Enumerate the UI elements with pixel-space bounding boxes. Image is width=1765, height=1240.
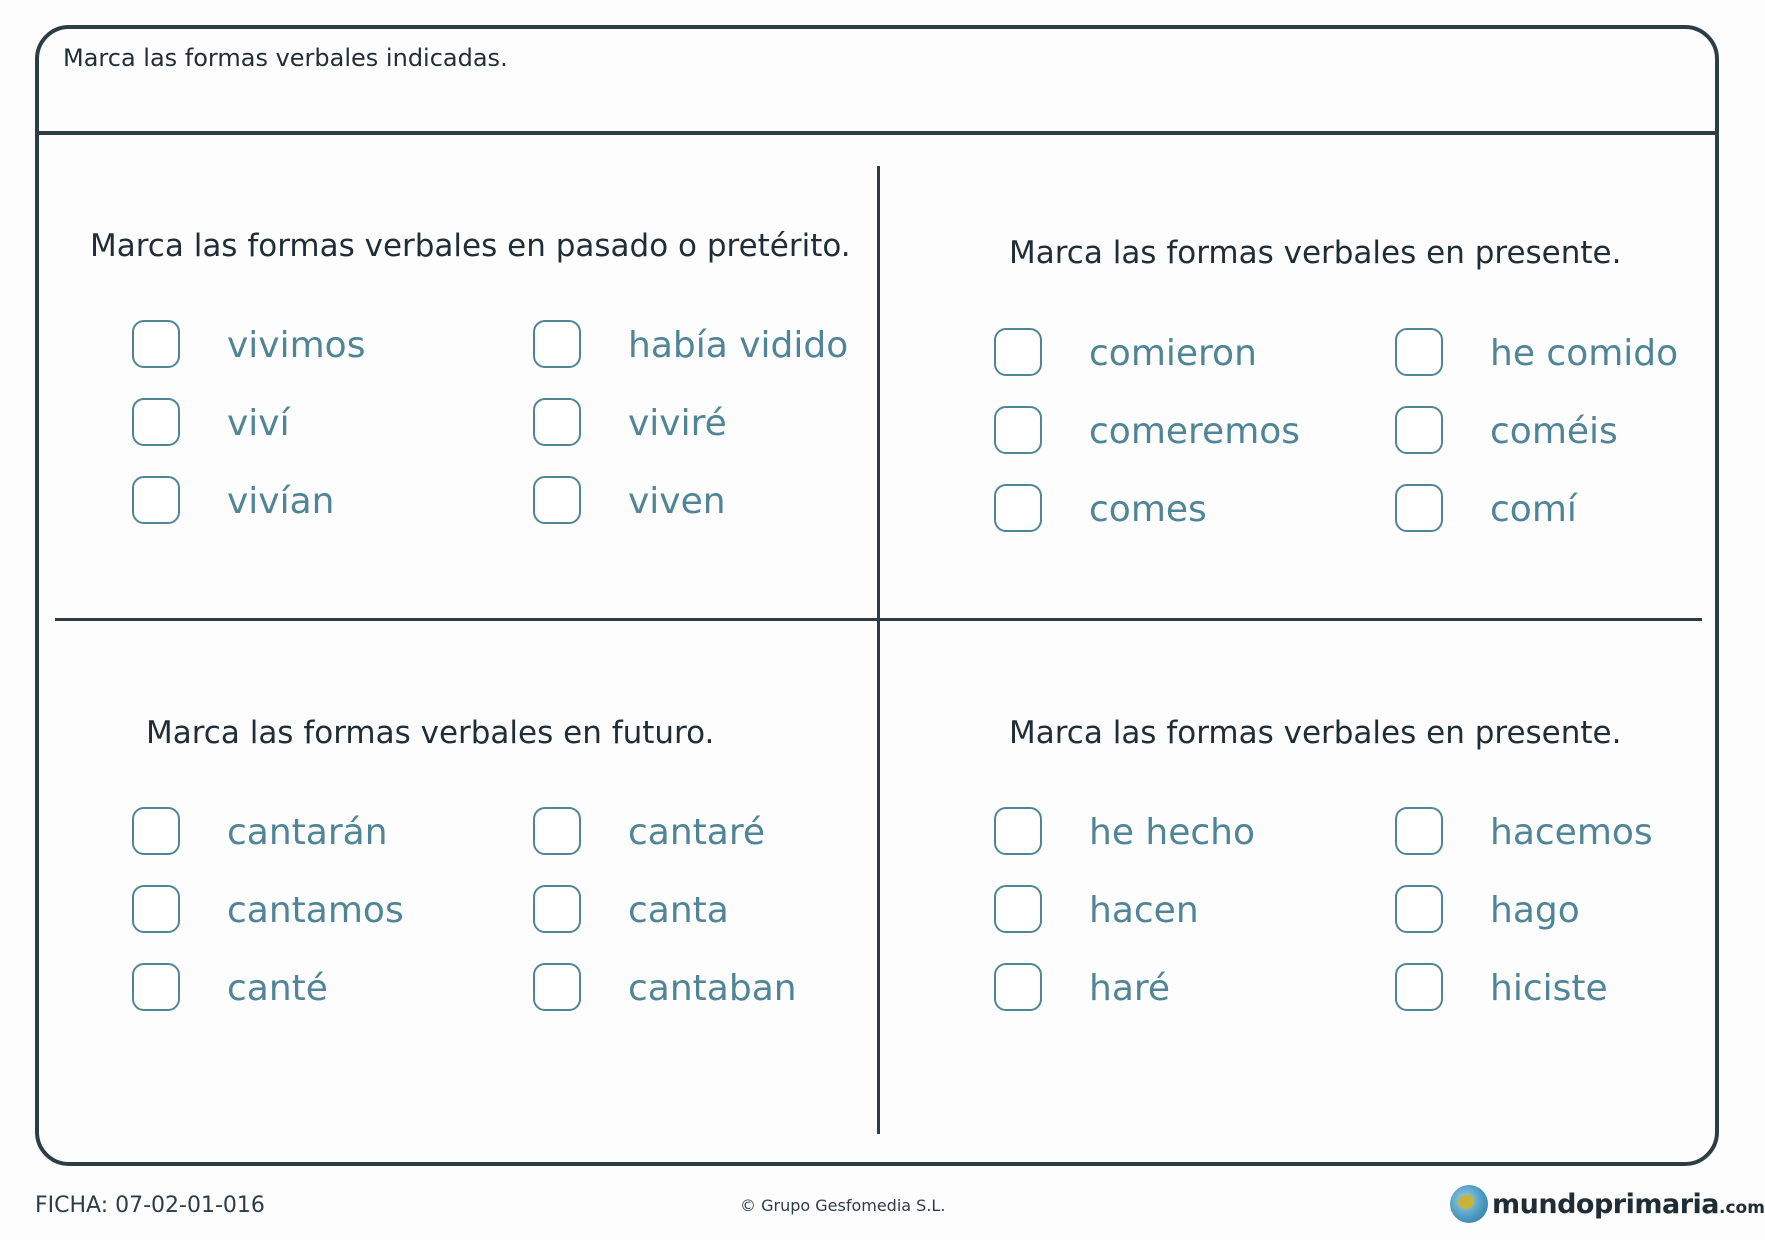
checkbox-hacemos[interactable] <box>1395 807 1443 855</box>
checkbox-vivi[interactable] <box>132 398 180 446</box>
option-label: viviré <box>628 403 727 444</box>
section-3-title: Marca las formas verbales en futuro. <box>146 715 715 751</box>
section-1-title: Marca las formas verbales en pasado o pretérito. <box>90 228 851 264</box>
brand-name: mundoprimaria <box>1492 1188 1719 1220</box>
checkbox-vivimos[interactable] <box>132 320 180 368</box>
brand-tld: .com <box>1719 1198 1765 1218</box>
checkbox-vivire[interactable] <box>533 398 581 446</box>
checkbox-he-comido[interactable] <box>1395 328 1443 376</box>
option-label: había vidido <box>628 325 849 366</box>
vertical-divider <box>877 166 880 1134</box>
option-label: viví <box>227 403 290 444</box>
checkbox-he-hecho[interactable] <box>994 807 1042 855</box>
checkbox-comeis[interactable] <box>1395 406 1443 454</box>
option-label: canta <box>628 890 729 931</box>
option-label: comeremos <box>1089 411 1301 452</box>
option-label: hago <box>1490 890 1580 931</box>
checkbox-comes[interactable] <box>994 484 1042 532</box>
option-label: comes <box>1089 489 1207 530</box>
checkbox-cante[interactable] <box>132 963 180 1011</box>
option-label: vivían <box>227 481 335 522</box>
globe-icon <box>1450 1185 1488 1223</box>
horizontal-divider <box>55 618 1702 621</box>
header-divider <box>37 131 1717 135</box>
checkbox-hacen[interactable] <box>994 885 1042 933</box>
checkbox-hago[interactable] <box>1395 885 1443 933</box>
option-label: cantaré <box>628 812 766 853</box>
option-label: viven <box>628 481 726 522</box>
brand-logo[interactable] <box>1450 1185 1765 1223</box>
page-instruction: Marca las formas verbales indicadas. <box>63 44 508 72</box>
option-label: haré <box>1089 968 1171 1009</box>
option-label: cantamos <box>227 890 404 931</box>
option-label: hacemos <box>1490 812 1653 853</box>
checkbox-cantare[interactable] <box>533 807 581 855</box>
checkbox-viven[interactable] <box>533 476 581 524</box>
checkbox-cantamos[interactable] <box>132 885 180 933</box>
ficha-code: FICHA: 07-02-01-016 <box>35 1193 265 1218</box>
checkbox-comi[interactable] <box>1395 484 1443 532</box>
checkbox-habia-vidido[interactable] <box>533 320 581 368</box>
checkbox-cantaban[interactable] <box>533 963 581 1011</box>
section-2-title: Marca las formas verbales en presente. <box>1009 235 1622 271</box>
option-label: canté <box>227 968 328 1009</box>
checkbox-hiciste[interactable] <box>1395 963 1443 1011</box>
checkbox-hare[interactable] <box>994 963 1042 1011</box>
copyright-text: © Grupo Gesfomedia S.L. <box>740 1196 946 1215</box>
section-4-title: Marca las formas verbales en presente. <box>1009 715 1622 751</box>
option-label: hacen <box>1089 890 1199 931</box>
option-label: comieron <box>1089 333 1257 374</box>
option-label: he comido <box>1490 333 1679 374</box>
option-label: coméis <box>1490 411 1618 452</box>
option-label: vivimos <box>227 325 366 366</box>
option-label: hiciste <box>1490 968 1608 1009</box>
option-label: comí <box>1490 489 1577 530</box>
checkbox-vivian[interactable] <box>132 476 180 524</box>
checkbox-comieron[interactable] <box>994 328 1042 376</box>
option-label: cantaban <box>628 968 797 1009</box>
checkbox-cantaran[interactable] <box>132 807 180 855</box>
checkbox-comeremos[interactable] <box>994 406 1042 454</box>
checkbox-canta[interactable] <box>533 885 581 933</box>
option-label: cantarán <box>227 812 388 853</box>
option-label: he hecho <box>1089 812 1256 853</box>
